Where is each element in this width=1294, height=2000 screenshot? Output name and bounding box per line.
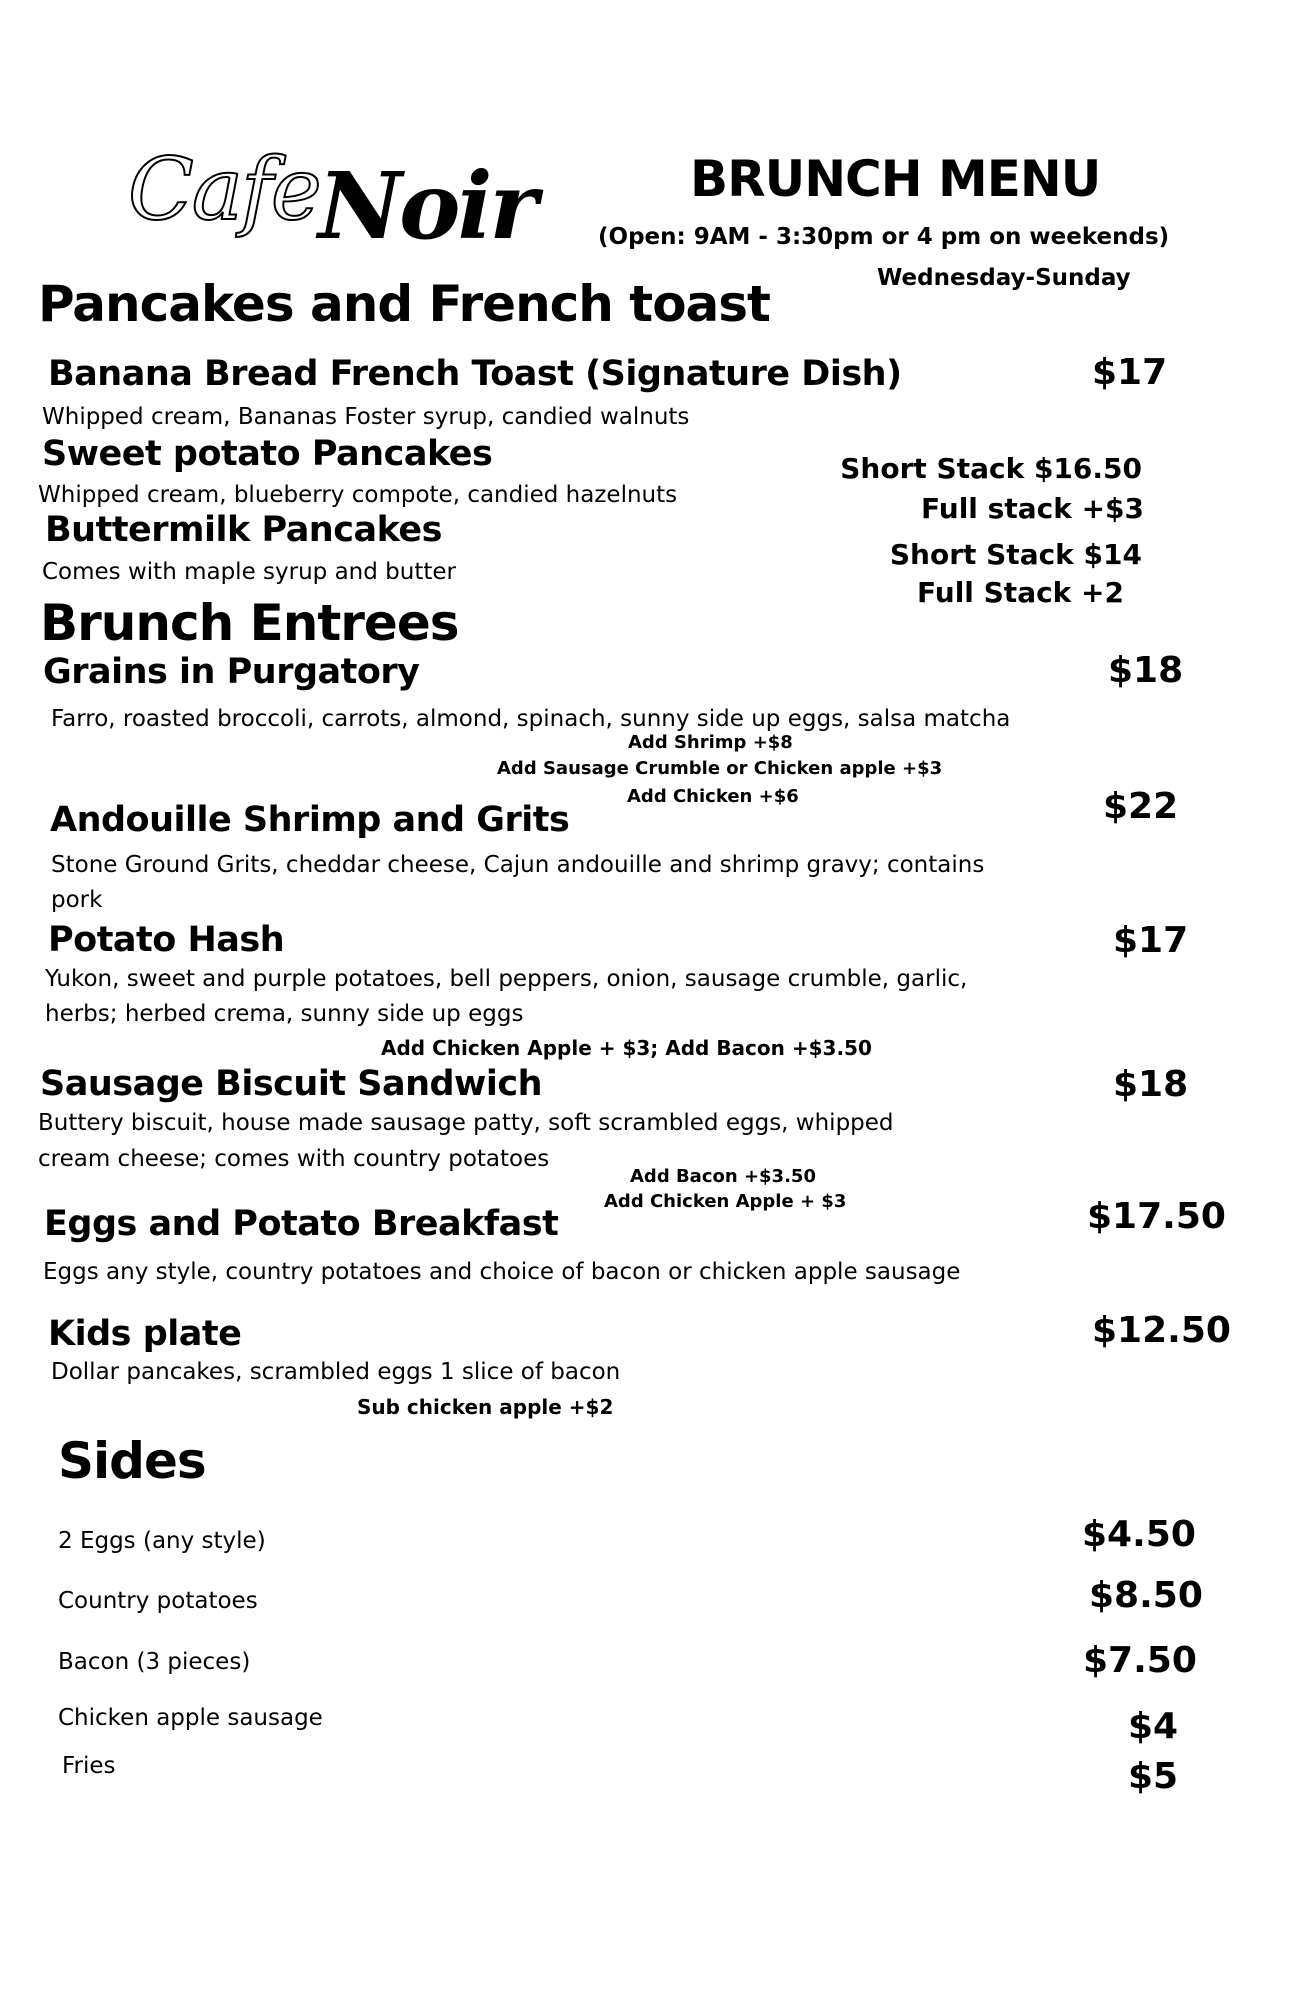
item-price-grains: $18	[1108, 650, 1184, 691]
grains-addon-shrimp: Add Shrimp +$8	[628, 732, 793, 753]
item-name-banana-bread: Banana Bread French Toast (Signature Dish)	[48, 354, 902, 394]
logo-noir: Noir	[318, 152, 535, 260]
hours: (Open: 9AM - 3:30pm or 4 pm on weekends)	[598, 224, 1170, 250]
item-name-kids-plate: Kids plate	[48, 1314, 242, 1354]
item-name-shrimp-grits: Andouille Shrimp and Grits	[50, 800, 570, 840]
side-price: $8.50	[1089, 1575, 1203, 1616]
item-desc-biscuit-2: cream cheese; comes with country potatoes	[38, 1146, 550, 1172]
side-name: Chicken apple sausage	[58, 1705, 323, 1731]
item-name-biscuit: Sausage Biscuit Sandwich	[40, 1064, 543, 1104]
biscuit-addon-chicken: Add Chicken Apple + $3	[604, 1191, 847, 1212]
sweet-potato-full-stack: Full stack +$3	[921, 492, 1144, 525]
item-price-banana-bread: $17	[1092, 352, 1168, 393]
item-name-grains: Grains in Purgatory	[43, 652, 420, 692]
item-price-shrimp-grits: $22	[1103, 786, 1179, 827]
kids-plate-addon: Sub chicken apple +$2	[357, 1395, 614, 1419]
item-desc-grains: Farro, roasted broccoli, carrots, almond, spinach, sunny side up eggs, salsa matcha	[51, 706, 1011, 732]
item-price-eggs-potato: $17.50	[1087, 1196, 1226, 1237]
item-name-buttermilk: Buttermilk Pancakes	[45, 510, 442, 550]
side-name: Fries	[62, 1753, 116, 1779]
side-price: $4	[1128, 1706, 1179, 1747]
section-heading-entrees: Brunch Entrees	[40, 594, 459, 652]
item-desc-sweet-potato: Whipped cream, blueberry compote, candied hazelnuts	[38, 482, 678, 508]
item-desc-banana-bread: Whipped cream, Bananas Foster syrup, candied walnuts	[42, 404, 690, 430]
item-desc-biscuit-1: Buttery biscuit, house made sausage patty, soft scrambled eggs, whipped	[38, 1110, 894, 1136]
side-price: $5	[1128, 1756, 1179, 1797]
grains-addon-sausage: Add Sausage Crumble or Chicken apple +$3	[497, 758, 943, 779]
side-price: $7.50	[1083, 1640, 1197, 1681]
biscuit-addon-bacon: Add Bacon +$3.50	[630, 1166, 816, 1187]
logo-cafe: Cafe	[128, 140, 320, 240]
section-heading-sides: Sides	[58, 1432, 206, 1490]
side-price: $4.50	[1082, 1514, 1196, 1555]
item-name-potato-hash: Potato Hash	[48, 920, 285, 960]
item-desc-potato-hash-2: herbs; herbed crema, sunny side up eggs	[45, 1001, 524, 1027]
potato-hash-addon: Add Chicken Apple + $3; Add Bacon +$3.50	[381, 1036, 872, 1060]
side-name: 2 Eggs (any style)	[58, 1528, 266, 1554]
menu-title: BRUNCH MENU	[690, 150, 1101, 208]
item-price-kids-plate: $12.50	[1092, 1310, 1231, 1351]
grains-addon-chicken: Add Chicken +$6	[627, 786, 799, 807]
item-desc-eggs-potato: Eggs any style, country potatoes and choice of bacon or chicken apple sausage	[43, 1259, 961, 1285]
item-price-biscuit: $18	[1113, 1064, 1189, 1105]
item-price-potato-hash: $17	[1113, 920, 1189, 961]
sweet-potato-short-stack: Short Stack $16.50	[840, 452, 1142, 485]
item-desc-potato-hash-1: Yukon, sweet and purple potatoes, bell peppers, onion, sausage crumble, garlic,	[45, 966, 968, 992]
item-desc-shrimp-grits: Stone Ground Grits, cheddar cheese, Cajun andouille and shrimp gravy; contains pork	[51, 852, 985, 913]
item-name-eggs-potato: Eggs and Potato Breakfast	[44, 1204, 559, 1244]
item-desc-buttermilk: Comes with maple syrup and butter	[42, 559, 456, 585]
side-name: Bacon (3 pieces)	[58, 1649, 251, 1675]
section-heading-pancakes: Pancakes and French toast	[38, 275, 770, 333]
item-name-sweet-potato: Sweet potato Pancakes	[42, 434, 493, 474]
item-desc-kids-plate: Dollar pancakes, scrambled eggs 1 slice of bacon	[51, 1359, 621, 1385]
days: Wednesday-Sunday	[877, 265, 1131, 291]
side-name: Country potatoes	[58, 1588, 258, 1614]
buttermilk-short-stack: Short Stack $14	[889, 538, 1142, 571]
buttermilk-full-stack: Full Stack +2	[917, 576, 1124, 609]
